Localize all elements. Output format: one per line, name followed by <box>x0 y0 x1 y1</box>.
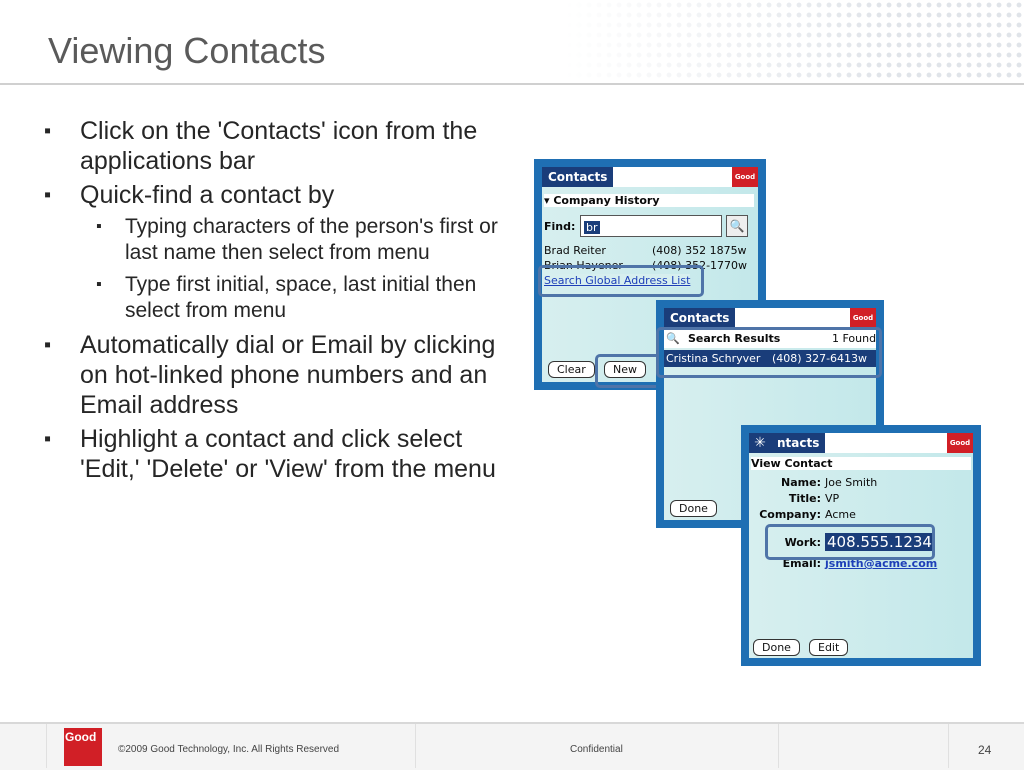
bullet-list <box>44 116 524 488</box>
bullet-item: ▪ Click on the 'Contacts' icon from the applications bar <box>44 116 524 176</box>
good-logo: Good <box>64 728 102 766</box>
field-label: Name: <box>781 476 821 489</box>
page-number: 24 <box>978 743 992 757</box>
find-input[interactable] <box>580 215 722 237</box>
search-icon[interactable]: 🔍 <box>726 215 748 237</box>
result-name: Cristina Schryver <box>666 352 761 365</box>
search-global-link[interactable]: Search Global Address List <box>544 274 691 287</box>
email-label: Email: <box>782 557 821 570</box>
footer-divider <box>415 724 416 768</box>
new-button[interactable]: New <box>604 361 646 378</box>
field-value: VP <box>825 492 840 505</box>
found-count: 1 Found <box>832 332 876 345</box>
done-button[interactable]: Done <box>670 500 717 517</box>
app-title: Contacts <box>664 308 735 328</box>
app-title: Contacts <box>542 167 613 187</box>
sub-bullet-item: ▪ Type first initial, space, last initial then select from menu <box>44 272 524 324</box>
category-dropdown[interactable]: ▾ Company History <box>544 194 754 207</box>
bullet-item: ▪ Highlight a contact and click select 'Edit,' 'Delete' or 'View' from the menu <box>44 424 524 484</box>
copyright-text: ©2009 Good Technology, Inc. All Rights Reserved <box>118 744 340 755</box>
title-divider <box>0 83 1024 85</box>
edit-button[interactable]: Edit <box>809 639 848 656</box>
good-logo: Good <box>850 308 876 328</box>
field-label: Title: <box>788 492 821 505</box>
search-icon: 🔍 <box>666 332 680 345</box>
header-dot-fade <box>564 0 1024 80</box>
good-logo: Good <box>732 167 758 187</box>
field-value: Joe Smith <box>825 476 878 489</box>
contact-row-phone[interactable]: (408) 352 1875w <box>652 244 747 257</box>
highlight-frame <box>656 327 882 378</box>
field-value: Acme <box>825 508 856 521</box>
slide-title: Viewing Contacts <box>48 30 326 71</box>
email-link[interactable]: jsmith@acme.com <box>825 557 938 570</box>
work-phone-link[interactable]: 408.555.1234 <box>827 533 932 551</box>
field-label: Company: <box>759 508 821 521</box>
asterisk-icon[interactable]: ✳ <box>749 433 771 453</box>
bullet-item: ▪ Quick-find a contact by <box>44 180 524 210</box>
highlight-frame <box>765 524 935 560</box>
footer-divider <box>948 724 949 768</box>
footer-divider <box>46 724 47 768</box>
work-label: Work: <box>784 536 821 549</box>
contact-row-phone[interactable]: (408) 352-1770w <box>652 259 748 272</box>
confidential-label: Confidential <box>570 744 623 755</box>
sub-bullet-item: ▪ Typing characters of the person's first or last name then select from menu <box>44 214 524 266</box>
view-contact-header: View Contact <box>751 457 971 470</box>
highlight-frame <box>538 265 704 297</box>
find-input-value: br <box>586 221 598 234</box>
find-label: Find: <box>544 220 576 233</box>
bullet-item: ▪ Automatically dial or Email by clicking on hot-linked phone numbers and an Email address <box>44 330 524 420</box>
title-bar <box>664 308 876 328</box>
footer-divider <box>778 724 779 768</box>
clear-button[interactable]: Clear <box>548 361 595 378</box>
good-logo: Good <box>947 433 973 453</box>
done-button[interactable]: Done <box>753 639 800 656</box>
highlight-frame <box>595 354 661 388</box>
contact-row-name[interactable]: Brad Reiter <box>544 244 606 257</box>
result-phone: (408) 327-6413w <box>772 352 868 365</box>
app-title: ntacts <box>771 433 825 453</box>
contact-row-name[interactable]: Brian Hayener <box>544 259 623 272</box>
title-bar <box>749 433 973 453</box>
title-bar <box>542 167 758 187</box>
results-title: Search Results <box>688 332 781 345</box>
